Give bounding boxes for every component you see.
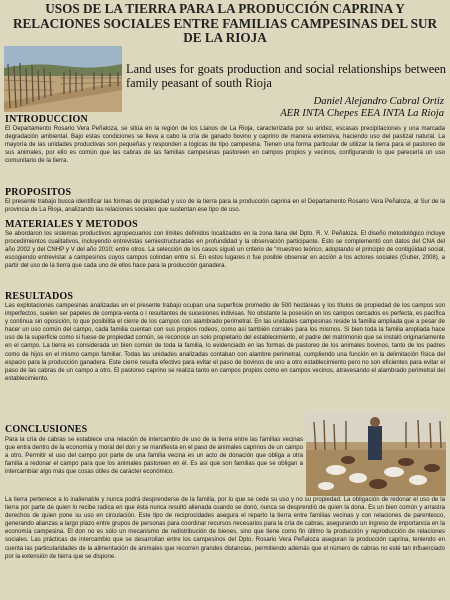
corral-photo <box>4 46 122 112</box>
purposes-heading: PROPOSITOS <box>5 187 72 198</box>
poster-title: USOS DE LA TIERRA PARA LA PRODUCCIÓN CAPRINA Y RELACIONES SOCIALES ENTRE FAMILIAS CAMPESINAS DEL SUR DE LA RIOJA <box>12 1 438 45</box>
purposes-text: El presente trabajo busca identificar las formas de propiedad y uso de la tierra para la producción caprina en el Departamento Rosario Vera Peñaloza, al Sur de la provincia de La Rioja, analizando las relaciones sociales que sustentan ese tipo de uso. <box>5 199 445 214</box>
english-title: Land uses for goats production and social relationships between family peasant of south Rioja <box>126 62 446 90</box>
results-heading: RESULTADOS <box>5 291 74 302</box>
methods-heading: MATERIALES Y METODOS <box>5 219 138 230</box>
author-name: Daniel Alejandro Cabral Ortiz <box>313 96 444 107</box>
conclusions-text-a: Para la cría de cabras se establece una relación de intercambio de uso de la tierra entre las familias vecinas que entra dentro de la economía y moral del don y se manifiesta en el paso de animales caprinos de un campo a otro. Permitir el uso del campo por parte de una familia vecina es un acto de donación que obliga a otra familia a redonar el campo para que los animales pastoreen en él. Es así que son familias que se obligan a intercambiar algo más que cosas útiles de carácter económico. <box>5 437 303 476</box>
author-block <box>144 96 444 120</box>
goats-photo <box>306 412 446 496</box>
conclusions-heading: CONCLUSIONES <box>5 424 88 435</box>
author-affiliation: AER INTA Chepes EEA INTA La Rioja <box>280 108 444 119</box>
methods-text: Se abordaron los sistemas productivos agropecuarios con límites definidos localizados en la zona llana del Dpto. R. V. Peñaloza. El diseño metodológico incluye procedimientos cualitativos, incluyendo entrevistas semiestructuradas en profundidad y la observación participante. Esto se complementó con datos del CNA del año 2002 y del CNHP y V del año 2010; entre otros. La selección de los casos siguió un criterio de "muestreo teórico, adoptando el principio de contigüidad social, escogiendo entrevistar a campesinos cuyos campos colindan entre sí. En estos lugares n fue posible observar en acción a los actores sociales (Guber, 2008), a partir del uso de la tierra que cada uno de ellos hace para la producción ganadera. <box>5 231 445 270</box>
conclusions-text-b: La tierra pertenece a lo inalienable y nunca podrá desprenderse de la familia, por lo que se cede su uso y no su propiedad. La obligación de redonar el uso de la tierra por parte de quien lo recibe radica en que ésta nunca resultó alienada cuando se donó, nunca se desprendió de quien la dona. Es un bien común y arrastra derechos de quien pone su uso en circulación. Este tipo de reciprocidades asegura el reparto la tierra entre familias vecinas y con relaciones de parentesco, generando alianzas a largo plazo entre grupos de personas para coordinar recursos necesarios para la cría de cabras, asegurando un ingreso de importancia en la economía campesina. El don no es sólo un mecanismo de redistribución de bienes, sino que tiene como fin último la producción y reproducción de relaciones sociales. Las prácticas de intercambio que se desarrollan entre los campesinos del Dpto. Rosario Vera Peñaloza aseguran la producción caprina, teniendo en cuenta las particularidades de la alimentación de animales que recorren grandes distancias, permitiendo además que el número de cabras no esté tan influenciado por la extensión de tierra que se dispone. <box>5 497 445 560</box>
intro-heading: INTRODUCCION <box>5 114 88 125</box>
intro-text: El Departamento Rosario Vera Peñaloza, se sitúa en la región de los Llanos de La Rioja, caracterizada por su aridez, escasas precipitaciones y una marcada degradación ambiental. Bajo estas condiciones se lleva a cabo la cría de ganado bovino y caprino de manera extensiva, haciendo uso del pastizal natural. La mayoría de las unidades productivas son pequeñas y responden a lógicas de tipo campesina. Tienen una forma particular de utilizar la tierra para el pastoreo de sus animales, por ello es común que las cabras de las familias campesinas pastoreen en campos propios y vecinos, configurando lo que parecería un uso comunitario de la tierra. <box>5 126 445 165</box>
results-text: Las explotaciones campesinas analizadas en el presente trabajo ocupan una superficie promedio de 500 hectáreas y los títulos de propiedad de los campos son imperfectos, suelen ser papeles de compra-venta o l resultantes de sucesiones indivisas. No obstante la posesión en los campos cercados es perfecta, es pacífica y continua sin oposición, lo que posibilita el cierre de los campos con alambrado perimetral. En las unidades campesinas reside la familia ampliada que a pesar de hacer un uso común del campo, cada familia cuentan con sus propios rodeos, como así también corrales para los mismos. Si bien toda la familia ampliada hace uso de la superficie como si fuese de propiedad común, se reconoce un solo propietario del establecimiento, el padre del matrimonio que se instaló originariamente en el campo. La tierra es considerada un bien común de toda la familia, lo evidenciado en las formas de pastoreo de los animales bovinos, tanto de los padres como de hijos en el mismo campo familiar. Todas las unidades analizadas contaban con alambre perimetral, cumpliendo una función en la delimitación física del espacio para la producción ganadera. Este cierre resulta efectivo para evitar el paso de bovinos de uno a otro establecimiento pero no son eficientes para evitar el paso de las cabras de un campo a otro. El pastoreo caprino se realiza tanto en campos propios como en campos vecinos, atravesando el alambrado perimetral del establecimiento. <box>5 303 445 382</box>
